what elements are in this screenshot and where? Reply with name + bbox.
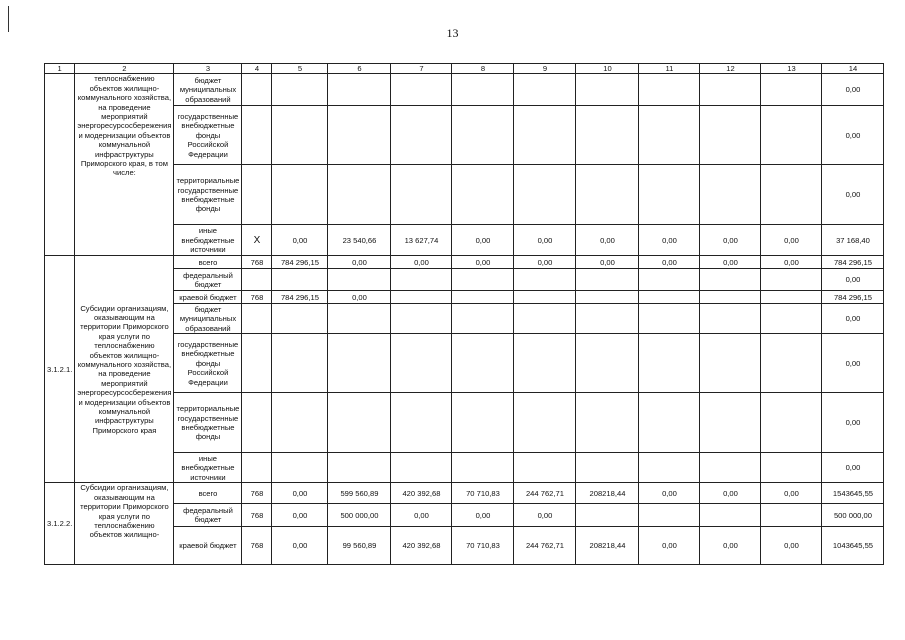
value-cell: 0,00 — [700, 225, 761, 256]
total-cell: 0,00 — [822, 393, 884, 453]
value-cell: 0,00 — [700, 527, 761, 565]
code-cell: 768 — [242, 483, 272, 504]
code-cell: 768 — [242, 291, 272, 304]
column-number-row — [45, 64, 884, 74]
value-cell: 784 296,15 — [272, 256, 328, 269]
header-cell: 5 — [272, 64, 328, 74]
value-cell: 0,00 — [639, 256, 700, 269]
value-cell: 0,00 — [452, 225, 514, 256]
value-cell: 0,00 — [700, 483, 761, 504]
table-row — [45, 483, 884, 504]
code-cell: 768 — [242, 504, 272, 527]
item-description: теплоснабжению объектов жилищно-коммунального хозяйства, на проведение мероприятий энергоресурсосбережения и модернизации объектов коммунальной инфраструктуры Приморского края, в том числе: — [75, 74, 174, 256]
code-cell — [242, 304, 272, 334]
total-cell: 500 000,00 — [822, 504, 884, 527]
header-cell: 4 — [242, 64, 272, 74]
value-cell: 0,00 — [391, 256, 452, 269]
funding-source: всего — [174, 256, 242, 269]
value-cell: 0,00 — [639, 225, 700, 256]
value-cell: 244 762,71 — [514, 527, 576, 565]
header-cell: 8 — [452, 64, 514, 74]
value-cell: 0,00 — [328, 256, 391, 269]
table-row — [45, 256, 884, 269]
header-cell: 10 — [576, 64, 639, 74]
funding-source: территориальные государственные внебюджетные фонды — [174, 393, 242, 453]
total-cell: 37 168,40 — [822, 225, 884, 256]
header-cell: 13 — [761, 64, 822, 74]
table-row — [45, 74, 884, 106]
header-cell: 3 — [174, 64, 242, 74]
page-number: 13 — [446, 26, 459, 40]
value-cell: 99 560,89 — [328, 527, 391, 565]
header-cell: 12 — [700, 64, 761, 74]
total-cell: 784 296,15 — [822, 291, 884, 304]
total-cell: 784 296,15 — [822, 256, 884, 269]
funding-source: краевой бюджет — [174, 527, 242, 565]
total-cell: 0,00 — [822, 165, 884, 225]
code-cell: X — [242, 225, 272, 256]
value-cell: 0,00 — [328, 291, 391, 304]
item-description: Субсидии организациям, оказывающим на территории Приморского края услуги по теплоснабжению объектов жилищно-коммунального хозяйства, на проведение мероприятий энергоресурсосбережения и модернизации объектов коммунальной инфраструктуры Приморского края — [75, 256, 174, 483]
funding-source: федеральный бюджет — [174, 269, 242, 291]
item-number: 3.1.2.2. — [45, 483, 75, 565]
code-cell — [242, 453, 272, 483]
value-cell: 599 560,89 — [328, 483, 391, 504]
code-cell — [242, 74, 272, 106]
value-cell: 0,00 — [452, 504, 514, 527]
funding-source: территориальные государственные внебюджетные фонды — [174, 165, 242, 225]
code-cell — [242, 106, 272, 165]
header-cell: 11 — [639, 64, 700, 74]
funding-source: краевой бюджет — [174, 291, 242, 304]
item-number-cell — [45, 74, 75, 256]
total-cell: 0,00 — [822, 106, 884, 165]
funding-source: иные внебюджетные источники — [174, 453, 242, 483]
value-cell: 0,00 — [639, 527, 700, 565]
code-cell — [242, 165, 272, 225]
value-cell: 0,00 — [576, 256, 639, 269]
total-cell: 0,00 — [822, 334, 884, 393]
code-cell — [242, 334, 272, 393]
code-cell: 768 — [242, 527, 272, 565]
total-cell: 1043645,55 — [822, 527, 884, 565]
value-cell: 0,00 — [514, 225, 576, 256]
funding-source: всего — [174, 483, 242, 504]
funding-source: бюджет муниципальных образований — [174, 74, 242, 106]
value-cell: 784 296,15 — [272, 291, 328, 304]
value-cell: 500 000,00 — [328, 504, 391, 527]
total-cell: 0,00 — [822, 269, 884, 291]
budget-table — [44, 63, 884, 565]
funding-source: федеральный бюджет — [174, 504, 242, 527]
value-cell: 0,00 — [514, 504, 576, 527]
value-cell: 0,00 — [639, 483, 700, 504]
header-cell: 6 — [328, 64, 391, 74]
value-cell: 70 710,83 — [452, 483, 514, 504]
code-cell — [242, 269, 272, 291]
item-description: Субсидии организациям, оказывающим на территории Приморского края услуги по теплоснабжению объектов жилищно- — [75, 483, 174, 565]
value-cell: 0,00 — [761, 256, 822, 269]
item-number: 3.1.2.1. — [45, 256, 75, 483]
header-cell: 2 — [75, 64, 174, 74]
value-cell: 0,00 — [576, 225, 639, 256]
header-cell: 14 — [822, 64, 884, 74]
value-cell: 420 392,68 — [391, 483, 452, 504]
value-cell: 208218,44 — [576, 483, 639, 504]
value-cell: 23 540,66 — [328, 225, 391, 256]
total-cell: 1543645,55 — [822, 483, 884, 504]
funding-source: бюджет муниципальных образований — [174, 304, 242, 334]
header-cell: 7 — [391, 64, 452, 74]
value-cell: 0,00 — [761, 225, 822, 256]
code-cell — [242, 393, 272, 453]
funding-source: государственные внебюджетные фонды Российской Федерации — [174, 334, 242, 393]
value-cell: 244 762,71 — [514, 483, 576, 504]
funding-source: государственные внебюджетные фонды Российской Федерации — [174, 106, 242, 165]
code-cell: 768 — [242, 256, 272, 269]
funding-source: иные внебюджетные источники — [174, 225, 242, 256]
value-cell: 0,00 — [391, 504, 452, 527]
value-cell: 420 392,68 — [391, 527, 452, 565]
value-cell: 0,00 — [700, 256, 761, 269]
value-cell: 0,00 — [272, 504, 328, 527]
value-cell: 0,00 — [272, 483, 328, 504]
value-cell: 0,00 — [452, 256, 514, 269]
value-cell: 0,00 — [272, 527, 328, 565]
value-cell: 13 627,74 — [391, 225, 452, 256]
header-cell: 9 — [514, 64, 576, 74]
value-cell: 0,00 — [272, 225, 328, 256]
value-cell: 208218,44 — [576, 527, 639, 565]
value-cell: 0,00 — [761, 527, 822, 565]
header-cell: 1 — [45, 64, 75, 74]
value-cell: 70 710,83 — [452, 527, 514, 565]
total-cell: 0,00 — [822, 304, 884, 334]
total-cell: 0,00 — [822, 453, 884, 483]
total-cell: 0,00 — [822, 74, 884, 106]
value-cell: 0,00 — [761, 483, 822, 504]
value-cell: 0,00 — [514, 256, 576, 269]
